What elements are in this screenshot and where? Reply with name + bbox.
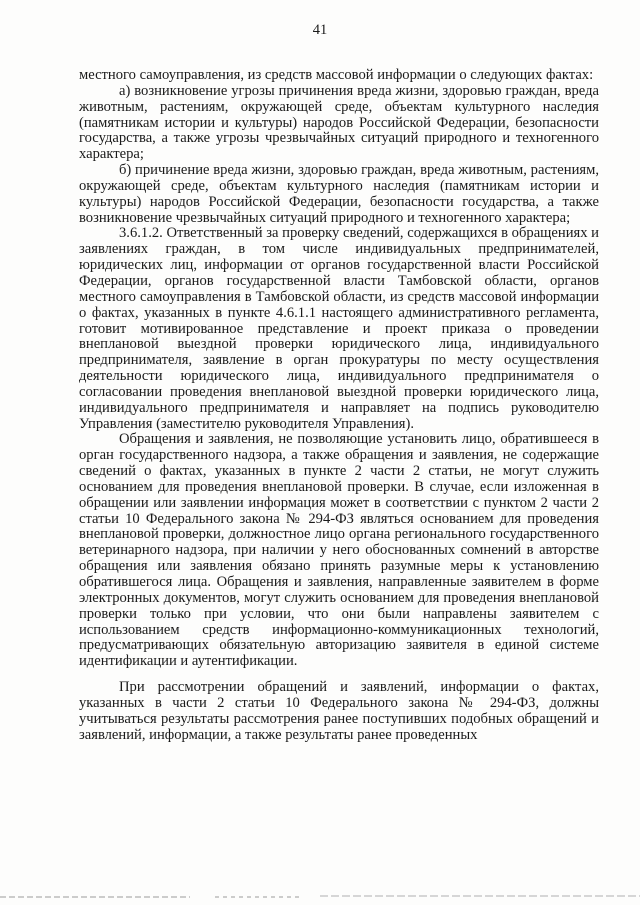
paragraph: При рассмотрении обращений и заявлений, информации о фактах, указанных в части 2 статьи 10 Федерального закона № 294-ФЗ, должны учитываться результаты рассмотрения ранее поступивших подобных обращений и заявлений, информации, а также результаты ранее проведенных — [79, 679, 599, 743]
scan-edge-artifact — [0, 893, 640, 905]
paragraph: Обращения и заявления, не позволяющие установить лицо, обратившееся в орган государственного надзора, а также обращения и заявления, не содержащие сведений о фактах, указанных в пункте 2 части 2 статьи, не могут служить основанием для проведения внеплановой проверки. В случае, если изложенная в обращении или заявлении информация может в соответствии с пунктом 2 части 2 статьи 10 Федерального закона № 294-ФЗ являться основанием для проведения внеплановой проверки, должностное лицо органа регионального государственного ветеринарного надзора, при наличии у него обоснованных сомнений в авторстве обращения или заявления обязано принять разумные меры к установлению обратившегося лица. Обращения и заявления, направленные заявителем в форме электронных документов, могут служить основанием для проведения внеплановой проверки только при условии, что они были направлены заявителем с использованием средств информационно-коммуникационных технологий, предусматривающих обязательную авторизацию заявителя в единой системе идентификации и аутентификации. — [79, 431, 599, 670]
paragraph: а) возникновение угрозы причинения вреда жизни, здоровью граждан, вреда животным, растениям, окружающей среде, объектам культурного наследия (памятникам истории и культуры) народов Российской Федерации, безопасности государства, а также угрозы чрезвычайных ситуаций природного и техногенного характера; — [79, 82, 599, 163]
document-body — [79, 68, 599, 743]
page-number: 41 — [312, 22, 328, 38]
paragraph: 3.6.1.2. Ответственный за проверку сведений, содержащихся в обращениях и заявлениях граждан, в том числе индивидуальных предпринимателей, юридических лиц, информации от органов государственной власти Российской Федерации, органов государственной власти Тамбовской области, органов местного самоуправления в Тамбовской области, из средств массовой информации о фактах, указанных в пункте 4.6.1.1 настоящего административного регламента, готовит мотивированное представление и проект приказа о проведении внеплановой выездной проверки юридического лица, индивидуального предпринимателя, заявление в орган прокуратуры по месту осуществления деятельности юридического лица, индивидуального предпринимателя о согласовании проведения внеплановой выездной проверки юридического лица, индивидуального предпринимателя и направляет на подпись руководителю Управления (заместителю руководителя Управления). — [79, 225, 599, 432]
paragraph: б) причинение вреда жизни, здоровью граждан, вреда животным, растениям, окружающей среде, объектам культурного наследия (памятникам истории и культуры) народов Российской Федерации, безопасности государства, а также возникновение чрезвычайных ситуаций природного и техногенного характера; — [79, 162, 599, 226]
paragraph: местного самоуправления, из средств массовой информации о следующих фактах: — [79, 67, 594, 83]
